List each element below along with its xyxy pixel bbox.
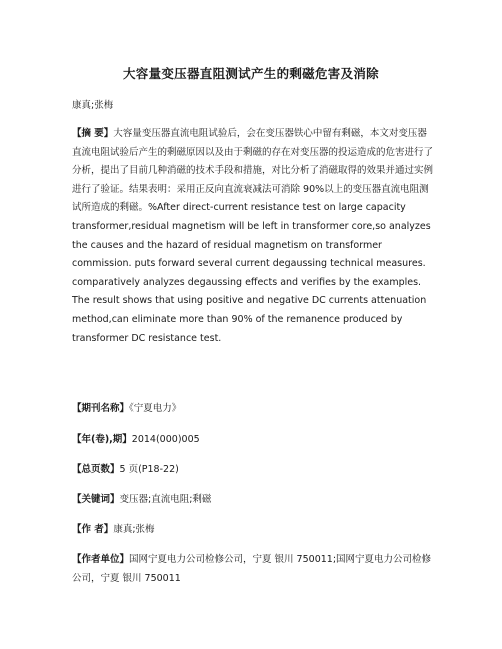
document-title: 大容量变压器直阻测试产生的剩磁危害及消除 (122, 66, 379, 81)
keywords-field (72, 491, 434, 510)
year-issue-field (72, 431, 434, 450)
pages-value: 5 页(P18-22) (119, 464, 179, 475)
journal-field (72, 400, 434, 419)
journal-label: 【期刊名称】 (72, 403, 130, 414)
affiliation-field (72, 551, 434, 588)
abstract-label: 【摘 要】 (72, 128, 114, 139)
keywords-label: 【关键词】 (72, 494, 120, 505)
year-issue-label: 【年(卷),期】 (72, 434, 132, 445)
pages-label: 【总页数】 (72, 464, 120, 475)
author-label: 【作 者】 (72, 524, 114, 535)
pages-field (72, 461, 434, 480)
keywords-value: 变压器;直流电阻;剩磁 (119, 494, 212, 505)
abstract-text-en: %After direct-current resistance test on large capacity transformer,residual magnetism will be left in transformer core,so analyzes the causes and the hazard of residual magnetism on transformer commission. puts forward several current degaussing technical measures. comparatively analyzes degaussing effects and verifies by the examples. The result shows that using positive and negative DC currents attenuation method,can eliminate more than 90% of the remanence produced by transformer DC resistance test. (72, 202, 431, 344)
abstract-paragraph (72, 125, 434, 348)
author-value: 康真;张梅 (113, 524, 155, 535)
abstract-text-zh: 大容量变压器直流电阻试验后，会在变压器铁心中留有剩磁，本文对变压器直流电阻试验后产生的剩磁原因以及由于剩磁的存在对变压器的投运造成的危害进行了分析，提出了目前几种消磁的技术手段和措施，对比分析了消磁取得的效果并通过实例进行了验证。结果表明：采用正反向直流衰减法可消除 90%以上的变压器直流电阻测试所造成的剩磁。 (72, 128, 434, 214)
author-field (72, 521, 434, 540)
year-issue-value: 2014(000)005 (131, 434, 200, 445)
journal-value: 《宁夏电力》 (129, 403, 182, 414)
affiliation-label: 【作者单位】 (72, 554, 130, 565)
affiliation-value: 国网宁夏电力公司检修公司，宁夏 银川 750011;国网宁夏电力公司检修公司，宁夏 银川 750011 (72, 554, 432, 584)
document-authors: 康真;张梅 (72, 100, 114, 111)
